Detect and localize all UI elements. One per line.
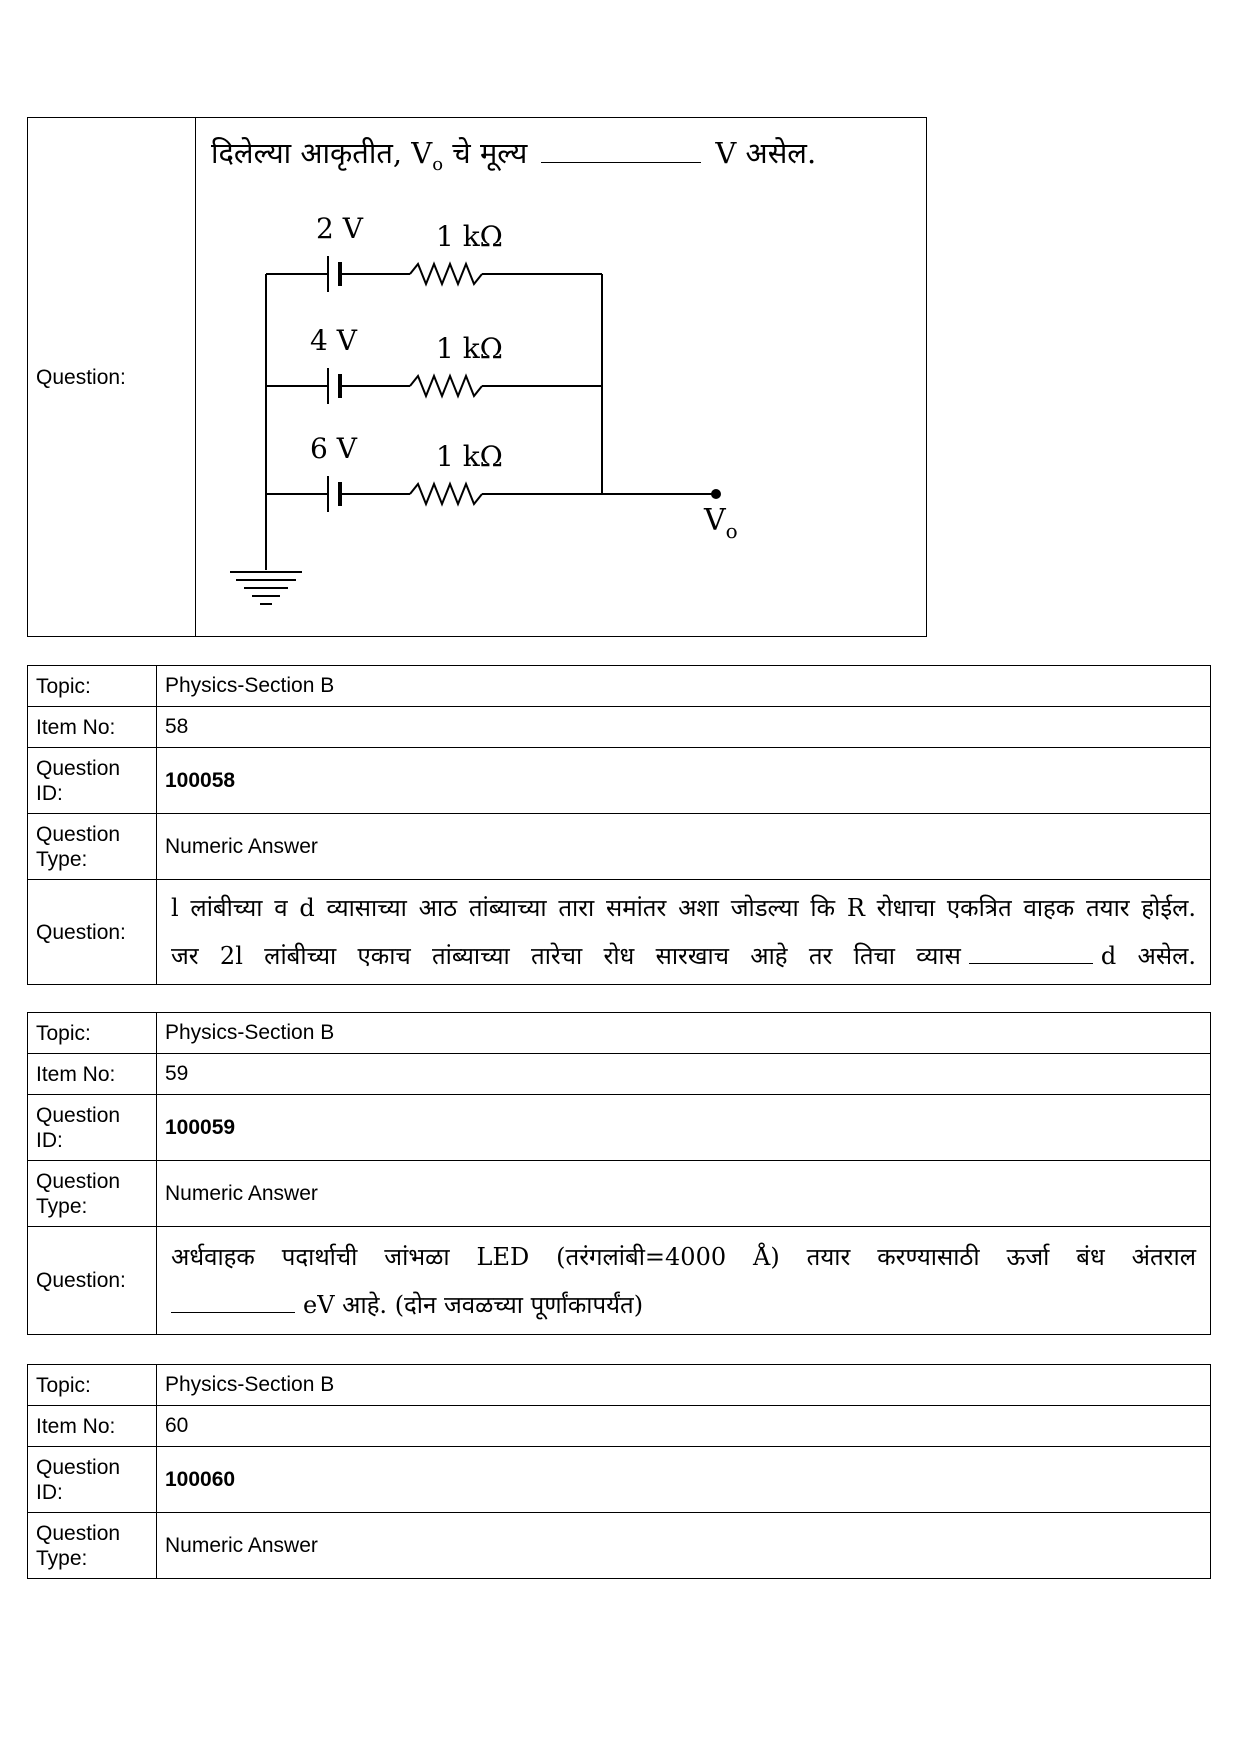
- output-label: $V_o$: [704, 503, 738, 543]
- battery-2-label: 4 V: [310, 324, 357, 357]
- question-id-label: Question ID:: [28, 1095, 157, 1161]
- question-label: Question:: [28, 118, 196, 637]
- ground-icon: [230, 572, 302, 604]
- item-58-table: [27, 665, 1211, 985]
- topic-label: Topic:: [28, 666, 157, 707]
- item-60-table: [27, 1364, 1211, 1579]
- item-no-label: Item No:: [28, 1054, 157, 1095]
- question-type-label: Question Type:: [28, 814, 157, 880]
- question-id-value: 100059: [157, 1095, 1211, 1161]
- item-no-label: Item No:: [28, 707, 157, 748]
- answer-blank: [171, 1294, 295, 1313]
- question-type-label: Question Type:: [28, 1161, 157, 1227]
- item-no-value: 58: [157, 707, 1211, 748]
- output-node: [711, 489, 721, 499]
- item-no-value: 59: [157, 1054, 1211, 1095]
- resistor-2-label: 1 kΩ: [436, 332, 503, 365]
- answer-blank: [969, 945, 1093, 964]
- topic-value: Physics-Section B: [157, 1365, 1211, 1406]
- question-59-text: अर्धवाहक पदार्थाची जांभळा LED (तरंगलांबी=4000 Å) तयार करण्यासाठी ऊर्जा बंध अंतराल eV आहे. (दोन जवळच्या पूर्णांकापर्यंत): [157, 1227, 1211, 1335]
- question-label: Question:: [28, 1227, 157, 1335]
- question-type-value: Numeric Answer: [157, 814, 1211, 880]
- battery-1-label: 2 V: [316, 212, 363, 245]
- question-id-value: 100060: [157, 1447, 1211, 1513]
- question-id-label: Question ID:: [28, 1447, 157, 1513]
- resistor-3-label: 1 kΩ: [436, 440, 503, 473]
- question-id-label: Question ID:: [28, 748, 157, 814]
- item-no-value: 60: [157, 1406, 1211, 1447]
- topic-label: Topic:: [28, 1365, 157, 1406]
- question-type-label: Question Type:: [28, 1513, 157, 1579]
- battery-3-label: 6 V: [310, 432, 357, 465]
- circuit-diagram: [200, 200, 760, 620]
- question-id-value: 100058: [157, 748, 1211, 814]
- question-58-text: l लांबीच्या व d व्यासाच्या आठ तांब्याच्या तारा समांतर अशा जोडल्या कि R रोधाचा एकत्रित वाहक तयार होईल. जर 2l लांबीच्या एकाच तांब्याच्या तारेचा रोध सारखाच आहे तर तिचा व्यास d असेल.: [157, 880, 1211, 985]
- question-type-value: Numeric Answer: [157, 1161, 1211, 1227]
- question-label: Question:: [28, 880, 157, 985]
- question-type-value: Numeric Answer: [157, 1513, 1211, 1579]
- question-57-text: दिलेल्या आकृतीत, $V_o$ चे मूल्य V असेल.: [211, 136, 817, 175]
- resistor-1-label: 1 kΩ: [436, 220, 503, 253]
- topic-label: Topic:: [28, 1013, 157, 1054]
- answer-blank: [541, 144, 701, 163]
- item-no-label: Item No:: [28, 1406, 157, 1447]
- item-59-table: [27, 1012, 1211, 1335]
- topic-value: Physics-Section B: [157, 1013, 1211, 1054]
- topic-value: Physics-Section B: [157, 666, 1211, 707]
